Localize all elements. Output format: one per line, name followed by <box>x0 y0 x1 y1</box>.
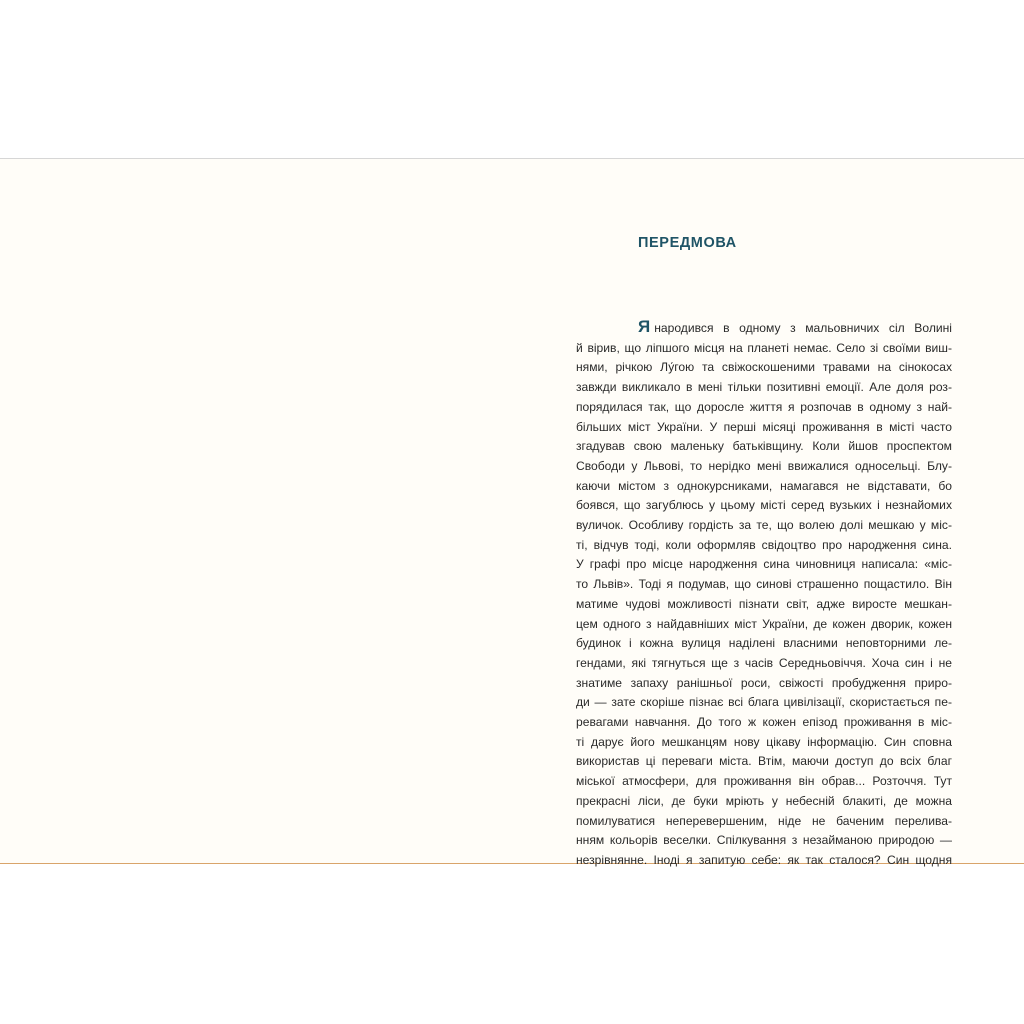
text-line: помилуватися неперевершеним, ніде не баченим перелива- <box>576 813 952 828</box>
text-line: будинок і кожна вулиця наділені власними неповторними ле- <box>576 636 952 651</box>
text-line: прекрасні ліси, де буки мріють у небесній блакиті, де можна <box>576 793 952 808</box>
text-line: порядилася так, що доросле життя я розпочав в одному з най- <box>576 399 952 414</box>
text-line: міської атмосфери, для проживання він обрав... Розточчя. Тут <box>576 774 952 789</box>
text-line: вуличок. Особливу гордість за те, що волею долі мешкаю у міс- <box>576 518 952 533</box>
text-line: завжди викликало в мені тільки позитивні емоції. Але доля роз- <box>576 380 952 395</box>
drop-cap: Я <box>638 317 651 336</box>
text-line: більших міст України. У перші місяці проживання в місті часто <box>576 419 952 434</box>
text-line: то Львів». Тоді я подумав, що синові страшенно пощастило. Він <box>576 577 952 592</box>
text-line: нням кольорів веселки. Спілкування з незайманою природою — <box>576 833 952 848</box>
text-line-1-content: народився в одному з мальовничих сіл Волині <box>654 321 952 335</box>
body-text <box>576 317 952 871</box>
text-line: використав ці переваги міста. Втім, маючи доступ до всіх благ <box>576 754 952 769</box>
text-line: згадував свою маленьку батьківщину. Коли йшов проспектом <box>576 439 952 454</box>
text-line: й вірив, що ліпшого місця на планеті немає. Село зі своїми виш- <box>576 340 952 355</box>
text-line: боявся, що загублюсь у цьому місті серед вузьких і незнайомих <box>576 498 952 513</box>
right-page <box>512 159 1024 867</box>
text-line: Свободи у Львові, то нерідко мені ввижалися односельці. Блу- <box>576 458 952 473</box>
text-line: матиме чудові можливості пізнати світ, адже виросте мешкан- <box>576 596 952 611</box>
text-line: У графі про місце народження сина чиновниця написала: «міс- <box>576 557 952 572</box>
text-line: незрівнянне. Іноді я запитую себе: як так сталося? Син щодня <box>576 852 952 867</box>
text-line-1 <box>576 317 952 339</box>
left-page-blank <box>0 159 512 863</box>
text-line: ті дарує його мешканцям нову цікаву інформацію. Син сповна <box>576 734 952 749</box>
book-spread <box>0 158 1024 867</box>
chapter-heading: ПЕРЕДМОВА <box>638 235 737 251</box>
text-line: ті, відчув тоді, коли оформляв свідоцтво про народження сина. <box>576 537 952 552</box>
text-line: ревагами навчання. До того ж кожен епізод проживання в міс- <box>576 715 952 730</box>
text-line: гендами, які тягнуться ще з часів Середньовіччя. Хоча син і не <box>576 655 952 670</box>
text-line: каючи містом з однокурсниками, намагався не відставати, бо <box>576 478 952 493</box>
text-line: цем одного з найдавніших міст України, де кожен дворик, кожен <box>576 616 952 631</box>
text-line: ди — зате скоріше пізнає всі блага цивілізації, скористається пе- <box>576 695 952 710</box>
text-line: нями, річкою Лу́гою та свіжоскошеними травами на сінокосах <box>576 360 952 375</box>
text-line: знатиме запаху ранішньої роси, свіжості пробудження приро- <box>576 675 952 690</box>
